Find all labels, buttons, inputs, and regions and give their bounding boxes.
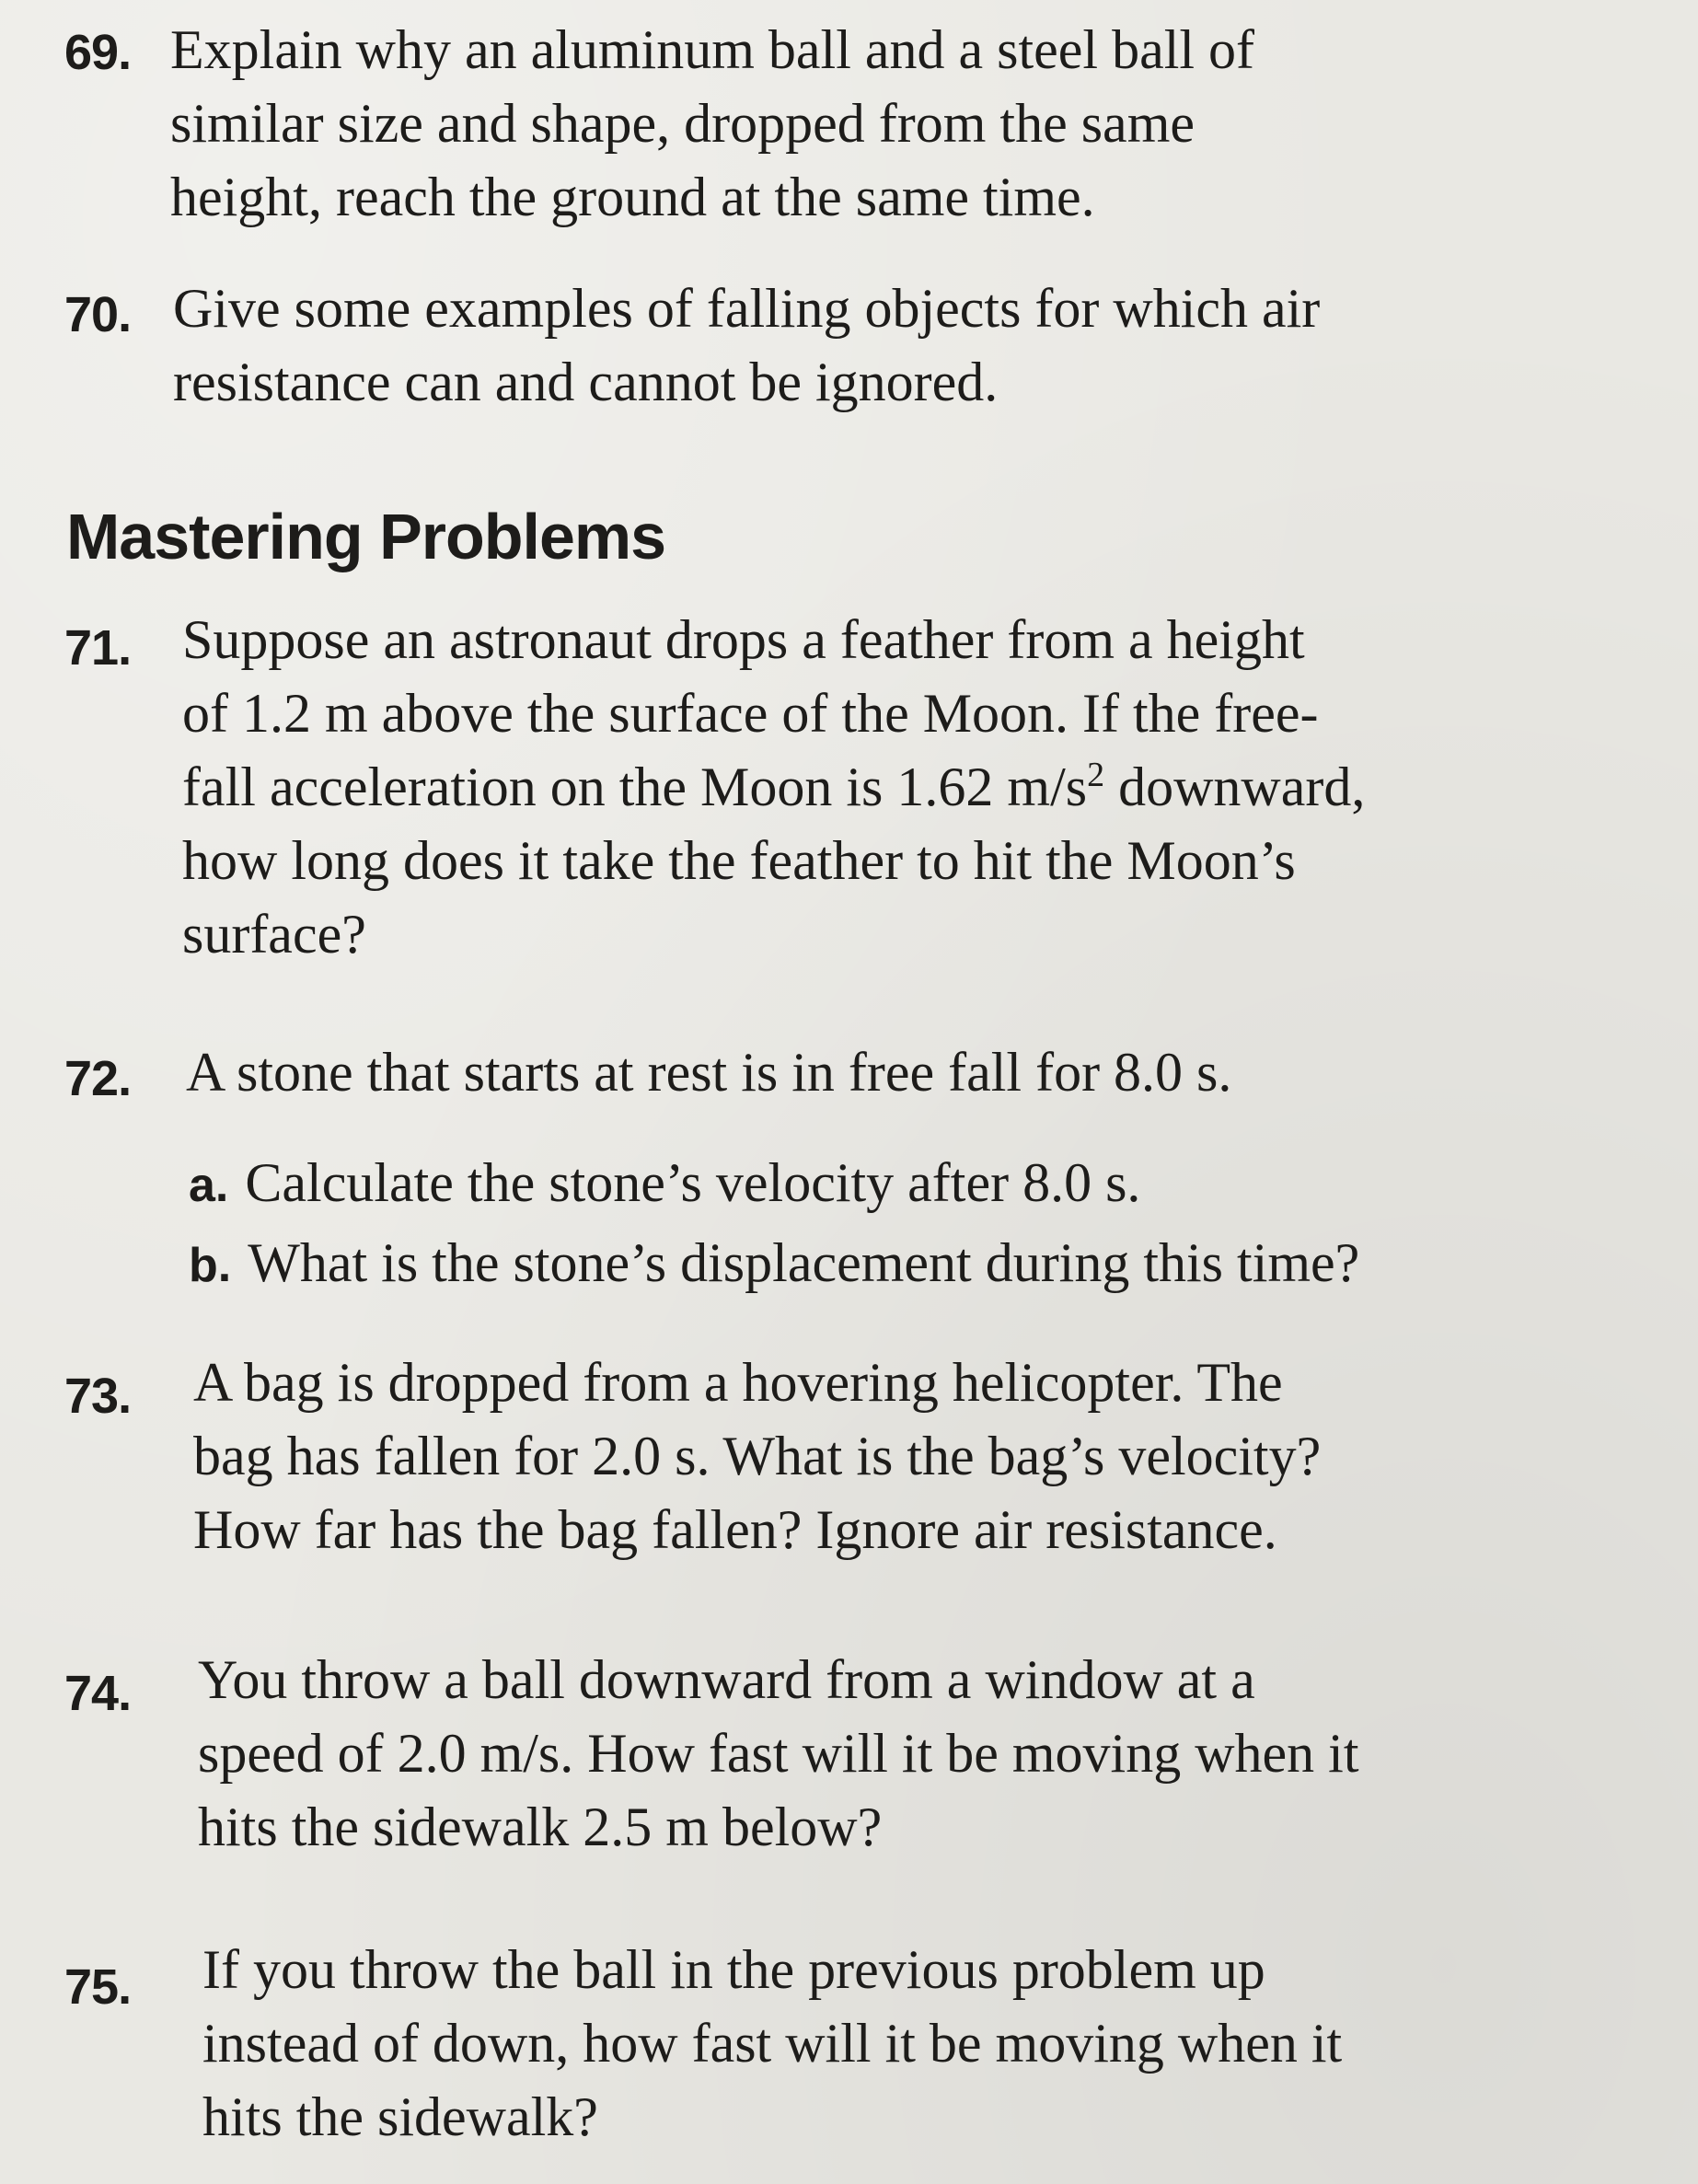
text-line: speed of 2.0 m/s. How fast will it be moving when it: [198, 1723, 1359, 1784]
problem-number: 70.: [64, 287, 132, 342]
text-line: height, reach the ground at the same time.: [170, 167, 1095, 227]
problem-number: 73.: [64, 1369, 132, 1424]
text-line: resistance can and cannot be ignored.: [173, 352, 999, 412]
problem-number: 75.: [64, 1959, 132, 2015]
problem-73: [64, 1346, 1647, 1566]
problem-75: [64, 1933, 1647, 2154]
problem-70: [64, 272, 1647, 419]
problem-number: 69.: [64, 25, 132, 80]
text-line: similar size and shape, dropped from the same: [170, 93, 1195, 154]
text-line: Give some examples of falling objects for which air: [173, 278, 1321, 339]
subpart-letter: a.: [189, 1159, 229, 1212]
text-line: A bag is dropped from a hovering helicopter. The: [193, 1352, 1283, 1413]
subpart-a: [189, 1152, 1661, 1213]
text-line: hits the sidewalk?: [202, 2086, 598, 2147]
problem-text: [198, 1643, 1670, 1864]
subpart-text: Calculate the stone’s velocity after 8.0 s.: [245, 1152, 1141, 1213]
problem-text: [193, 1346, 1666, 1566]
superscript: 2: [1087, 756, 1105, 794]
text-line: surface?: [182, 904, 366, 965]
problem-number: 72.: [64, 1051, 132, 1106]
problem-number: 71.: [64, 620, 132, 676]
problem-71: [64, 603, 1647, 971]
text-line: A stone that starts at rest is in free fall for 8.0 s.: [186, 1042, 1232, 1103]
problem-72: [64, 1035, 1647, 1109]
problem-69: [64, 13, 1647, 234]
subpart-letter: b.: [189, 1239, 232, 1292]
text-line: Suppose an astronaut drops a feather from a height: [182, 609, 1305, 670]
text-line: hits the sidewalk 2.5 m below?: [198, 1797, 883, 1857]
problem-number: 74.: [64, 1666, 132, 1721]
text-line: If you throw the ball in the previous problem up: [202, 1939, 1265, 2000]
text-line: Explain why an aluminum ball and a steel ball of: [170, 19, 1255, 80]
text-line: how long does it take the feather to hit the Moon’s: [182, 830, 1296, 891]
subpart-text: What is the stone’s displacement during this time?: [248, 1232, 1360, 1293]
problem-text: [170, 13, 1643, 234]
problem-text: [202, 1933, 1675, 2154]
text-line: bag has fallen for 2.0 s. What is the bag’s velocity?: [193, 1426, 1322, 1486]
text-segment: downward,: [1104, 757, 1366, 817]
section-heading: Mastering Problems: [66, 501, 666, 572]
text-line: of 1.2 m above the surface of the Moon. If the free-: [182, 683, 1319, 744]
text-segment: fall acceleration on the Moon is 1.62 m/s: [182, 757, 1088, 817]
problem-74: [64, 1643, 1647, 1864]
text-line: instead of down, how fast will it be moving when it: [202, 2013, 1343, 2074]
text-line: [182, 750, 1655, 824]
problem-text: [182, 603, 1655, 971]
subpart-b: [189, 1232, 1661, 1293]
text-line: You throw a ball downward from a window at a: [198, 1649, 1255, 1710]
text-line: How far has the bag fallen? Ignore air resistance.: [193, 1499, 1277, 1560]
problem-text: [173, 272, 1646, 419]
problem-text: [186, 1035, 1658, 1109]
